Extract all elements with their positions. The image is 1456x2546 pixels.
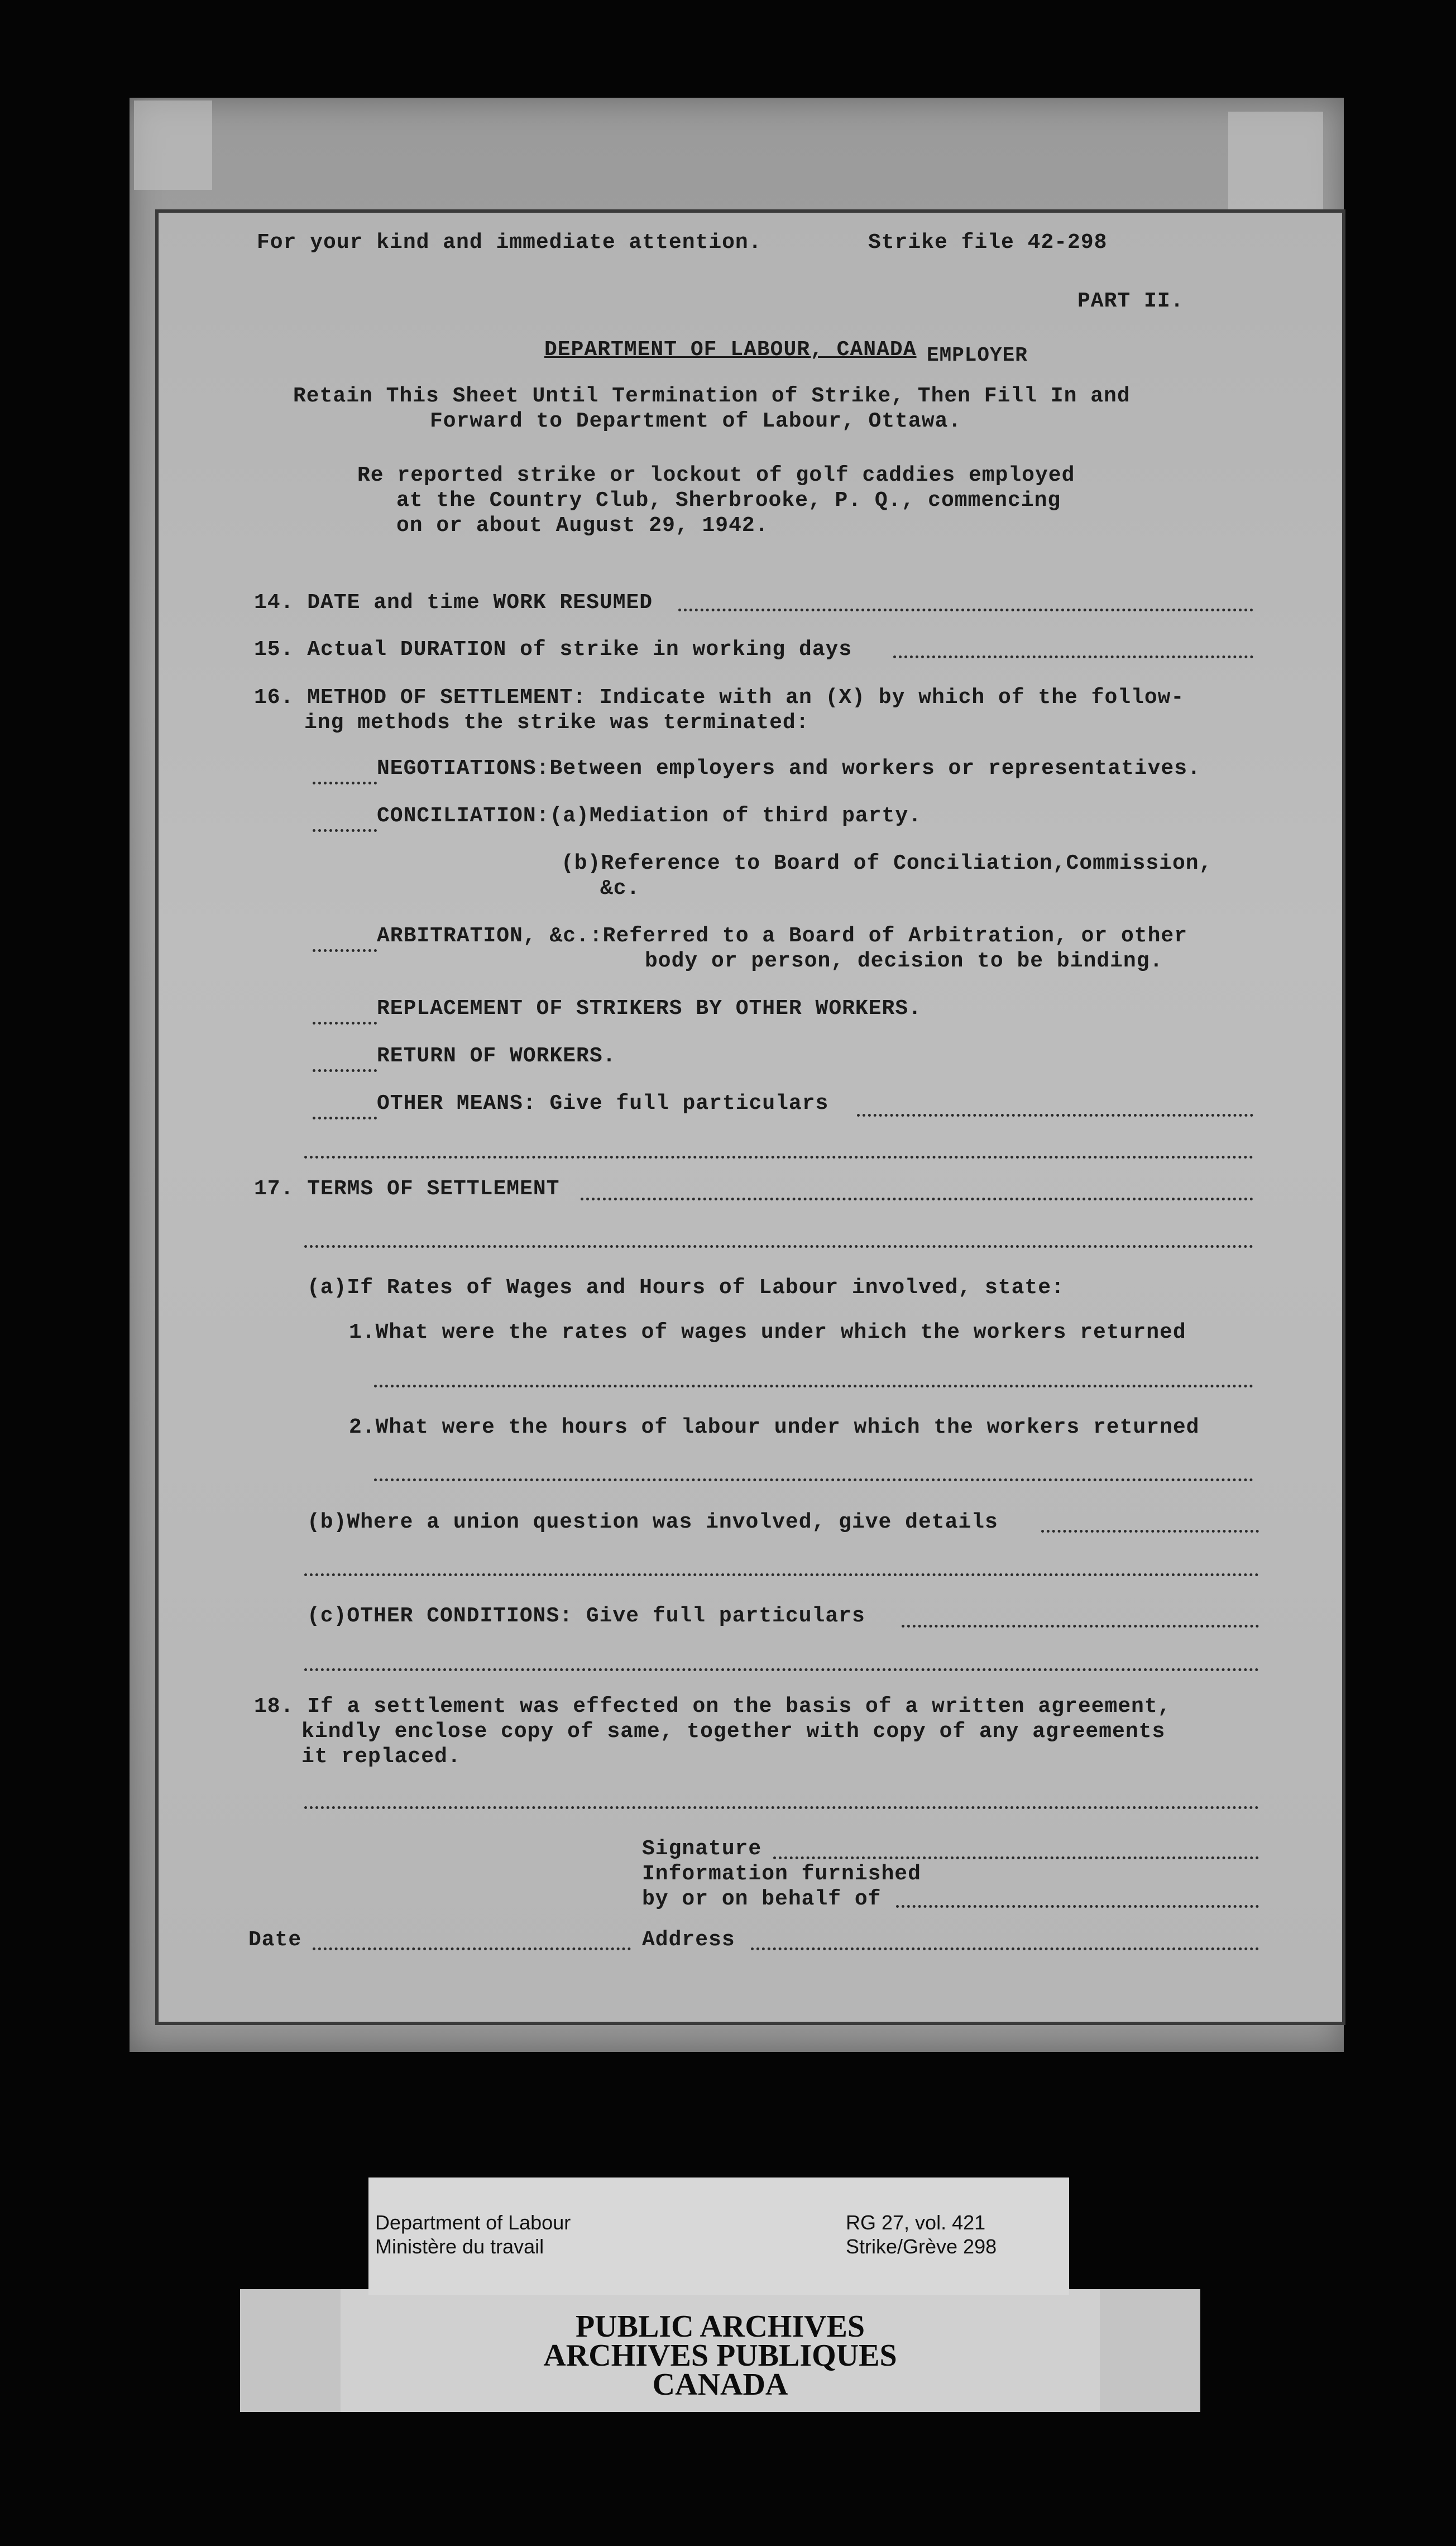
item-15-blank bbox=[893, 655, 1253, 658]
information-furnished-label: Information furnished bbox=[642, 1862, 921, 1886]
return-checkbox bbox=[313, 1069, 377, 1072]
conciliation-option: CONCILIATION:(a)Mediation of third party. bbox=[377, 804, 922, 828]
re-subject-line1: Re reported strike or lockout of golf caddies employed bbox=[357, 463, 1075, 487]
strike-file-number: Strike file 42-298 bbox=[868, 231, 1108, 255]
item-18-blank bbox=[304, 1806, 1259, 1809]
retain-instructions-line1: Retain This Sheet Until Termination of Strike, Then Fill In and bbox=[293, 384, 1131, 408]
other-means-checkbox bbox=[313, 1117, 377, 1119]
part-label: PART II. bbox=[1077, 289, 1184, 313]
item-14-label: 14. DATE and time WORK RESUMED bbox=[254, 591, 653, 615]
behalf-of-label: by or on behalf of bbox=[642, 1887, 882, 1911]
stamp-archives-publiques: ARCHIVES PUBLIQUES bbox=[543, 2338, 897, 2373]
item-17b-blank-1 bbox=[1041, 1530, 1259, 1533]
department-heading: DEPARTMENT OF LABOUR, CANADA bbox=[544, 338, 917, 362]
item-14-blank bbox=[678, 609, 1253, 611]
item-17c-blank-2 bbox=[304, 1668, 1259, 1671]
department-french: Ministère du travail bbox=[375, 2235, 544, 2258]
archives-stamp-band bbox=[240, 2289, 1200, 2412]
arbitration-option-line2: body or person, decision to be binding. bbox=[645, 949, 1163, 973]
re-subject-line2: at the Country Club, Sherbrooke, P. Q., commencing bbox=[396, 489, 1061, 513]
re-subject-line3: on or about August 29, 1942. bbox=[396, 514, 769, 538]
negotiations-option: NEGOTIATIONS:Between employers and workers or representatives. bbox=[377, 757, 1201, 781]
other-means-blank-2 bbox=[304, 1156, 1253, 1159]
item-17a1-blank bbox=[374, 1385, 1253, 1387]
negotiations-checkbox bbox=[313, 782, 377, 784]
signature-blank bbox=[773, 1856, 1259, 1859]
other-means-option: OTHER MEANS: Give full particulars bbox=[377, 1092, 829, 1116]
employer-stamp: EMPLOYER bbox=[927, 344, 1028, 367]
department-english: Department of Labour bbox=[375, 2211, 571, 2234]
replacement-checkbox bbox=[313, 1022, 377, 1025]
strike-number: Strike/Grève 298 bbox=[846, 2235, 997, 2258]
other-means-blank-1 bbox=[857, 1114, 1253, 1117]
item-17b-label: (b)Where a union question was involved, give details bbox=[307, 1510, 998, 1534]
arbitration-option-line1: ARBITRATION, &c.:Referred to a Board of Arbitration, or other bbox=[377, 924, 1188, 948]
item-17a1-question: 1.What were the rates of wages under which the workers returned bbox=[349, 1320, 1186, 1344]
item-17-label: 17. TERMS OF SETTLEMENT bbox=[254, 1177, 560, 1201]
item-17b-blank-2 bbox=[304, 1573, 1259, 1576]
item-17a2-question: 2.What were the hours of labour under which the workers returned bbox=[349, 1415, 1200, 1439]
item-17a-label: (a)If Rates of Wages and Hours of Labour involved, state: bbox=[307, 1276, 1065, 1300]
item-17c-label: (c)OTHER CONDITIONS: Give full particulars bbox=[307, 1604, 865, 1628]
item-15-label: 15. Actual DURATION of strike in working days bbox=[254, 638, 852, 662]
item-16-line1: 16. METHOD OF SETTLEMENT: Indicate with an (X) by which of the follow- bbox=[254, 686, 1185, 710]
item-17c-blank-1 bbox=[902, 1625, 1259, 1628]
item-16-line2: ing methods the strike was terminated: bbox=[304, 711, 810, 735]
address-label: Address bbox=[642, 1928, 735, 1952]
item-18-line1: 18. If a settlement was effected on the basis of a written agreement, bbox=[254, 1695, 1171, 1719]
item-17-blank-1 bbox=[581, 1198, 1253, 1200]
item-17-blank-2 bbox=[304, 1245, 1253, 1248]
address-blank bbox=[751, 1947, 1259, 1950]
conciliation-option-b-line2: &c. bbox=[600, 877, 640, 901]
conciliation-checkbox bbox=[313, 829, 377, 832]
return-option: RETURN OF WORKERS. bbox=[377, 1044, 616, 1068]
date-blank bbox=[313, 1947, 631, 1950]
item-18-line3: it replaced. bbox=[301, 1745, 461, 1769]
attention-line: For your kind and immediate attention. bbox=[257, 231, 762, 255]
stamp-canada: CANADA bbox=[652, 2367, 788, 2402]
stamp-public-archives: PUBLIC ARCHIVES bbox=[575, 2309, 865, 2344]
conciliation-option-b-line1: (b)Reference to Board of Conciliation,Commission, bbox=[561, 851, 1213, 875]
replacement-option: REPLACEMENT OF STRIKERS BY OTHER WORKERS. bbox=[377, 997, 922, 1021]
behalf-of-blank bbox=[896, 1905, 1259, 1908]
arbitration-checkbox bbox=[313, 949, 377, 952]
signature-label: Signature bbox=[642, 1837, 762, 1861]
archive-reference-card bbox=[368, 2178, 1069, 2295]
item-17a2-blank bbox=[374, 1478, 1253, 1481]
date-label: Date bbox=[248, 1928, 302, 1952]
tape-top-left bbox=[134, 100, 212, 190]
record-group-volume: RG 27, vol. 421 bbox=[846, 2211, 986, 2234]
item-18-line2: kindly enclose copy of same, together with copy of any agreements bbox=[301, 1720, 1166, 1744]
retain-instructions-line2: Forward to Department of Labour, Ottawa. bbox=[430, 409, 962, 433]
